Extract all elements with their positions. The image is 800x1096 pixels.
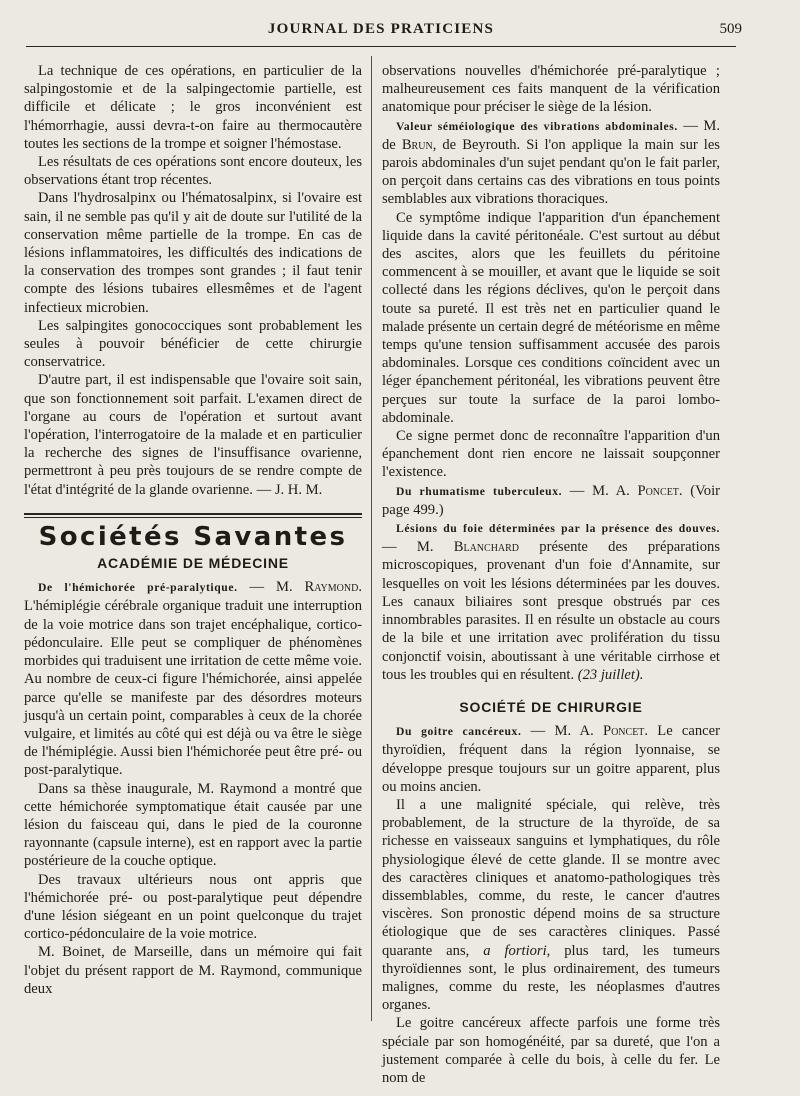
article-lead: Valeur séméiologique des vibrations abdominales. (396, 119, 678, 133)
page-number: 509 (719, 21, 742, 37)
author-name: Poncet (637, 482, 679, 499)
article-text: présente des préparations microscopiques, provenant d'un foie d'Annamite, sur lesquelles on voit les lésions déterminées par les douves. Les canaux biliaires sont presque obstrués par ces innombrables parasites. Il en résulte un obstacle au cours de la bile et une irritation avec prolifération du tissu conjonctif voisin, aboutissant à une véritable cirrhose et tous les troubles qui en résultent. (382, 539, 720, 683)
paragraph (382, 796, 720, 1014)
separator-line (24, 517, 362, 518)
academy-heading: ACADÉMIE DE MÉDECINE (97, 555, 289, 572)
section-title: Sociétés Savantes (38, 521, 348, 552)
article-lead: De l'hémichorée pré-paralytique. (38, 581, 238, 595)
article-hemichoree (24, 578, 362, 779)
paragraph: observations nouvelles d'hémichorée pré-paralytique ; malheureusement ces faits manquent de la vérification anatomique pour préciser le siège de la lésion. (382, 63, 720, 116)
paragraph: Des travaux ultérieurs nous ont appris que l'hémichorée pré- ou post-paralytique peut dépendre d'une lésion siégeant en un point quelconque du trajet cortico-pédonculaire de la voie motrice. (24, 871, 362, 943)
article-lead: Du goitre cancéreux. (396, 725, 522, 739)
paragraph: M. Boinet, de Marseille, dans un mémoire qui fait l'objet du présent rapport de M. Raymond, communique deux (24, 944, 362, 997)
italic-phrase: a fortiori (483, 942, 547, 959)
paragraph: Dans l'hydrosalpinx ou l'hématosalpinx, si l'ovaire est sain, il ne semble pas qu'il y ait de doute sur l'utilité de la conservation même partielle de la trompe. En cas de lésions inflammatoires, les difficultés des indications de la conservation des trompes sont grandes ; il faut tenir compte des lésions tubaires ellesmêmes et de l'agent infectieux microbien. (24, 190, 362, 316)
running-title: JOURNAL DES PRATICIENS (267, 21, 495, 37)
article-rhumatisme (382, 482, 720, 519)
article-lead: Lésions du foie déterminées par la présence des douves. (396, 522, 720, 536)
paragraph-text: Il a une malignité spéciale, qui relève, très probablement, de la structure de la thyroïde, de sa richesse en vaisseaux sanguins et lymphatiques, du rôle physiologique élevé de cette glande. Il se montre avec des caractères cliniques et anatomo-pathologiques très dissemblables, comme, du reste, le cancer d'autres viscères. Son pronostic dépend moins de sa structure étiologique que de ses caractères cliniques. Passé quarante ans, (382, 796, 720, 959)
paragraph: Le goitre cancéreux affecte parfois une forme très spéciale par son homogénéité, par sa dureté, que l'on a justement comparée à celle du bois, à celle du fer. Le nom de (382, 1015, 720, 1086)
author-dash: — M. (237, 579, 305, 596)
author-name: Blanchard (453, 539, 520, 556)
surgery-heading: SOCIÉTÉ DE CHIRURGIE (459, 698, 643, 715)
paragraph: Les résultats de ces opérations sont encore douteux, les observations étant trop récentes. (24, 154, 362, 189)
left-column (24, 62, 362, 998)
article-text: . Le cancer thyroïdien, fréquent dans la région lyonnaise, se développe presque toujours sur un goitre apparent, plus ou moins ancien. (382, 723, 720, 795)
article-vibrations (382, 117, 720, 209)
column-divider (371, 56, 372, 1021)
author-name: Raymond (304, 579, 359, 596)
author-dash: — M. A. (562, 482, 638, 499)
author-name: Poncet (602, 723, 645, 740)
author-dash: — M. (382, 539, 454, 556)
page-header (26, 20, 742, 47)
paragraph-text: , plus tard, les tumeurs thyroïdiennes sont, le plus ordinairement, des tumeurs malignes, comme du reste, les néoplasmes d'autres organes. (382, 942, 720, 1014)
separator-line (24, 513, 362, 515)
author-name: Brun (401, 136, 433, 153)
section-separator (24, 513, 362, 518)
article-text: . L'hémiplégie cérébrale organique traduit une interruption de la voie motrice dans son trajet encéphalique, cortico-pédonculaire. Elle peut se compliquer de phénomènes morbides qui traduisent une irritation de cette même voie. Au nombre de ceux-ci figure l'hémichorée, ainsi appelée parce qu'elle se manifeste par des désordres moteurs jusqu'à un certain point, comparables à ceux de la chorée vulgaire, et limités au côté qui est déjà ou va être le siège de l'hémiplégie. Aussi bien l'hémichorée peut être pré- ou post-paralytique. (24, 579, 362, 779)
paragraph: Ce symptôme indique l'apparition d'un épanchement liquide dans la cavité péritonéale. C'est surtout au début des ascites, alors que les feuillets du péritoine commencent à se mouiller, et avant que le liquide se soit collecté dans les régions déclives, qu'on le perçoit dans toute sa pureté. Il est très net en particulier quand le malade présente un certain degré de météorisme en même temps qu'une tension suffisamment accusée des parois abdominales. Lorsque ces conditions coïncident avec un léger épanchement péritonéal, les vibrations peuvent être perçues sur toute la surface de la paroi lombo-abdominale. (382, 209, 720, 426)
paragraph: Dans sa thèse inaugurale, M. Raymond a montré que cette hémichorée symptomatique était causée par une lésion du faisceau qui, dans le pied de la couronne rayonnante (capsule interne), est en rapport avec la partie postérieure de la couche optique. (24, 780, 362, 870)
author-dash: — M. de (382, 117, 720, 153)
paragraph: Ce signe permet donc de reconnaître l'apparition d'un épanchement dont rien encore ne laissait soupçonner l'existence. (382, 428, 720, 481)
paragraph: La technique de ces opérations, en particulier de la salpingostomie et de la salpingectomie partielle, est difficile et délicate ; le gros inconvénient est l'hémorrhagie, aussi devra-t-on faire au thermocautère toutes les sections de la trompe et soigner l'hémostase. (24, 63, 362, 152)
article-lead: Du rhumatisme tuberculeux. (396, 484, 563, 498)
article-text: . (Voir page 499.) (382, 482, 720, 518)
article-foie (382, 519, 720, 684)
paragraph: D'autre part, il est indispensable que l'ovaire soit sain, que son fonctionnement soit parfait. L'examen direct de l'organe au cours de l'opération et surtout avant l'opération, l'interrogatoire de la malade et en particulier la recherche des signes de l'insuffisance ovarienne, permettront à peu près toujours de se rendre compte de l'état d'intégrité de la glande ovarienne. — J. H. M. (24, 372, 362, 498)
article-goitre (382, 722, 720, 796)
author-dash: — M. A. (521, 723, 603, 740)
right-column (382, 62, 720, 1087)
paragraph: Les salpingites gonococciques sont probablement les seules à pouvoir bénéficier de cette chirurgie conservatrice. (24, 317, 362, 371)
article-text: , de Beyrouth. Si l'on applique la main sur les parois abdominales d'un sujet pendant qu'on le fait parler, on perçoit dans certains cas des vibrations en tous points semblables aux vibrations thoraciques. (382, 136, 720, 208)
article-date: (23 juillet). (574, 666, 644, 683)
